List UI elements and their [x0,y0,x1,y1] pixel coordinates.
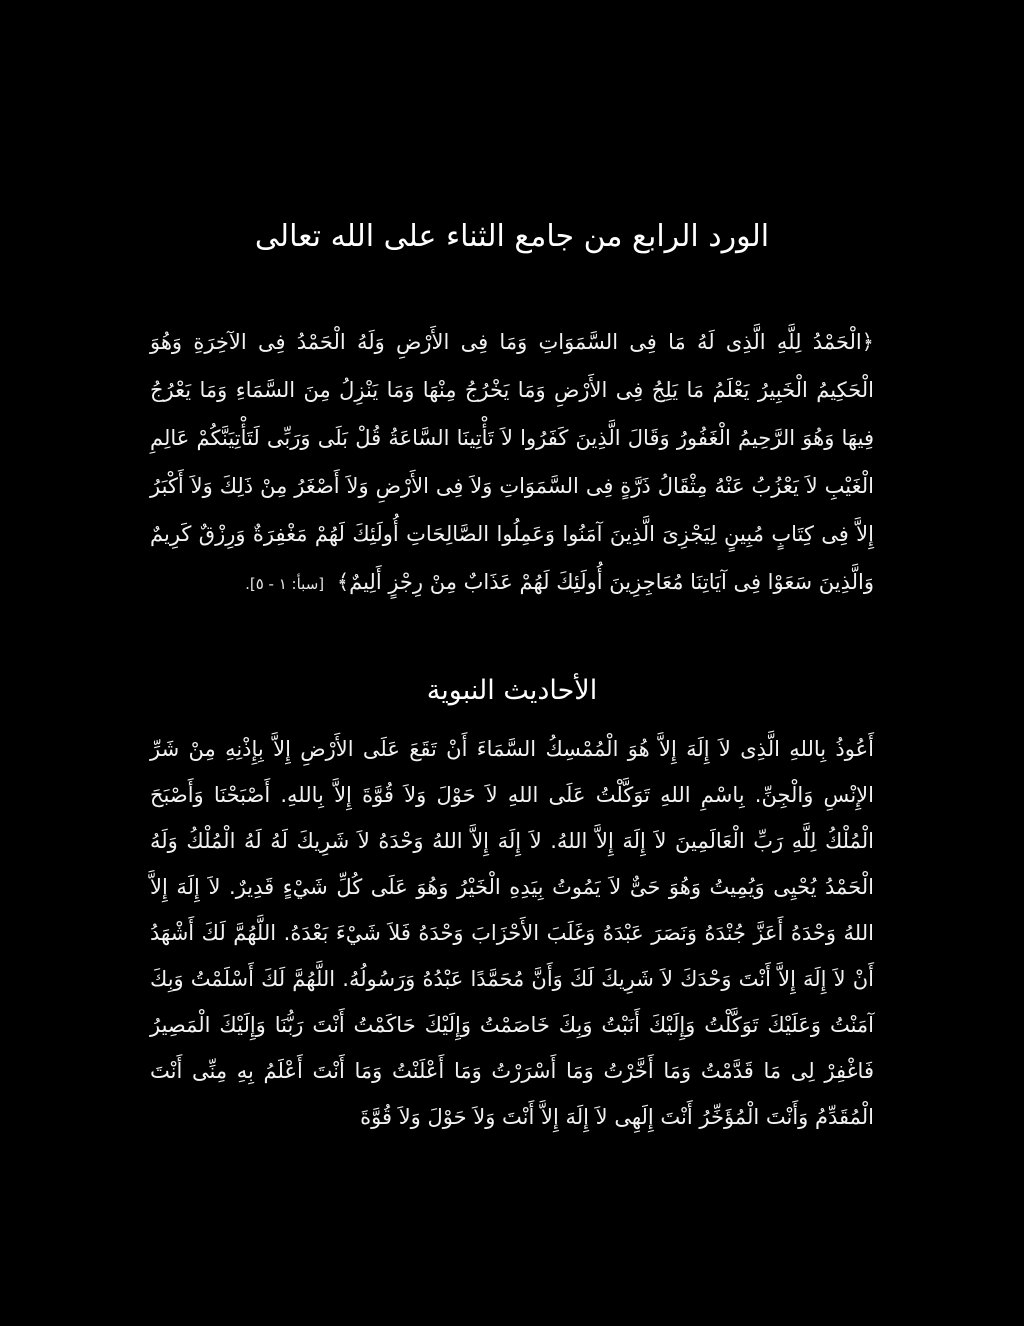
hadith-text: أَعُوذُ بِاللهِ الَّذِى لاَ إِلَهَ إِلاَّ هُوَ الْمُمْسِكُ السَّمَاءَ أَنْ تَقَعَ عَلَى الأَرْضِ إِلاَّ بِإِذْنِهِ مِنْ شَرِّ الإِنْسِ وَالْجِنِّ. بِاسْمِ اللهِ تَوَكَّلْتُ عَلَى اللهِ لاَ حَوْلَ وَلاَ قُوَّةَ إِلاَّ بِاللهِ. أَصْبَحْنَا وَأَصْبَحَ الْمُلْكُ لِلَّهِ رَبِّ الْعَالَمِينَ لاَ إِلَهَ إِلاَّ اللهُ. لاَ إِلَهَ إِلاَّ اللهُ وَحْدَهُ لاَ شَرِيكَ لَهُ لَهُ الْمُلْكُ وَلَهُ الْحَمْدُ يُحْيِى وَيُمِيتُ وَهُوَ حَىٌّ لاَ يَمُوتُ بِيَدِهِ الْخَيْرُ وَهُوَ عَلَى كُلِّ شَيْءٍ قَدِيرٌ. لاَ إِلَهَ إِلاَّ اللهُ وَحْدَهُ أَعَزَّ جُنْدَهُ وَنَصَرَ عَبْدَهُ وَغَلَبَ الأَحْزَابَ وَحْدَهُ فَلاَ شَيْءَ بَعْدَهُ. اللَّهُمَّ لَكَ أَشْهَدُ أَنْ لاَ إِلَهَ إِلاَّ أَنْتَ وَحْدَكَ لاَ شَرِيكَ لَكَ وَأَنَّ مُحَمَّدًا عَبْدُهُ وَرَسُولُهُ. اللَّهُمَّ لَكَ أَسْلَمْتُ وَبِكَ آمَنْتُ وَعَلَيْكَ تَوَكَّلْتُ وَإِلَيْكَ أَنَبْتُ وَبِكَ خَاصَمْتُ وَإِلَيْكَ حَاكَمْتُ أَنْتَ رَبُّنَا وَإِلَيْكَ الْمَصِيرُ فَاغْفِرْ لِى مَا قَدَّمْتُ وَمَا أَخَّرْتُ وَمَا أَسْرَرْتُ وَمَا أَعْلَنْتُ وَمَا أَنْتَ أَعْلَمُ بِهِ مِنِّى أَنْتَ الْمُقَدِّمُ وَأَنْتَ الْمُؤَخِّرُ أَنْتَ إِلَهِى لاَ إِلَهَ إِلاَّ أَنْتَ وَلاَ حَوْلَ وَلاَ قُوَّةَ [150,737,874,1129]
section-heading: الأحاديث النبوية [426,675,598,706]
page-title: الورد الرابع من جامع الثناء على الله تعالى [254,219,770,254]
quran-text: ﴿الْحَمْدُ لِلَّهِ الَّذِى لَهُ مَا فِى السَّمَوَاتِ وَمَا فِى الأَرْضِ وَلَهُ الْحَمْدُ فِى الآخِرَةِ وَهُوَ الْحَكِيمُ الْخَبِيرُ يَعْلَمُ مَا يَلِجُ فِى الأَرْضِ وَمَا يَخْرُجُ مِنْهَا وَمَا يَنْزِلُ مِنَ السَّمَاءِ وَمَا يَعْرُجُ فِيهَا وَهُوَ الرَّحِيمُ الْغَفُورُ وَقَالَ الَّذِينَ كَفَرُوا لاَ تَأْتِينَا السَّاعَةُ قُلْ بَلَى وَرَبِّى لَتَأْتِيَنَّكُمْ عَالِمِ الْغَيْبِ لاَ يَعْزُبُ عَنْهُ مِثْقَالُ ذَرَّةٍ فِى السَّمَوَاتِ وَلاَ فِى الأَرْضِ وَلاَ أَصْغَرُ مِنْ ذَلِكَ وَلاَ أَكْبَرُ إِلاَّ فِى كِتَابٍ مُبِينٍ لِيَجْزِىَ الَّذِينَ آمَنُوا وَعَمِلُوا الصَّالِحَاتِ أُولَئِكَ لَهُمْ مَغْفِرَةٌ وَرِزْقٌ كَرِيمٌ وَالَّذِينَ سَعَوْا فِى آيَاتِنَا مُعَاجِزِينَ أُولَئِكَ لَهُمْ عَذَابٌ مِنْ رِجْزٍ أَلِيمٌ﴾ [150,330,874,594]
quran-source-reference: [سبأ: ١ - ٥]. [245,575,325,593]
quran-verses [150,318,874,608]
